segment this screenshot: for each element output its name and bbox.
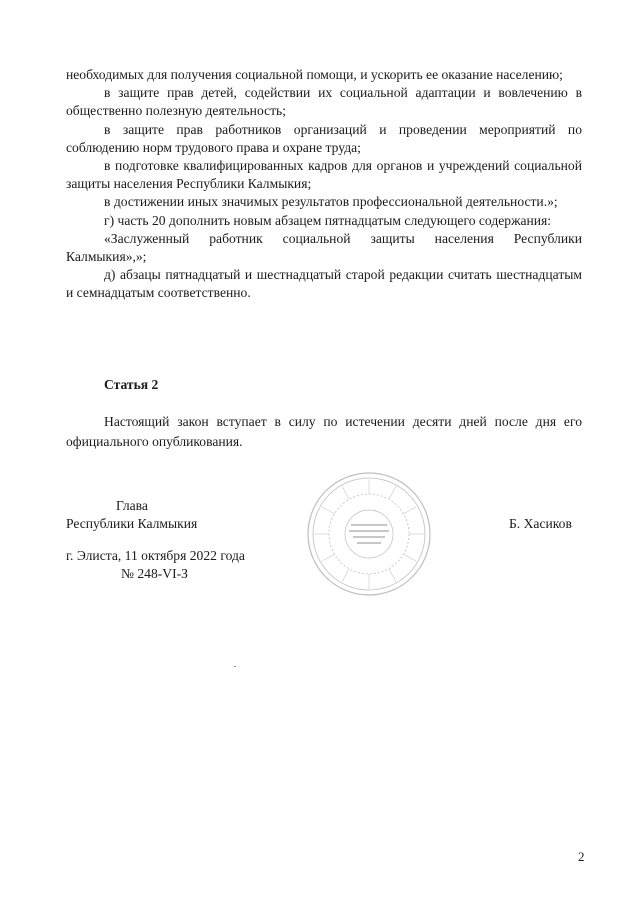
page-number: 2: [578, 849, 585, 864]
paragraph-8: д) абзацы пятнадцатый и шестнадцатый старой редакции считать шестнадцатым и семнадцатым соответственно.: [66, 267, 582, 301]
place-and-date: г. Элиста, 11 октября 2022 года: [66, 548, 245, 563]
law-number: № 248-VI-З: [121, 566, 188, 581]
paragraph-7: «Заслуженный работник социальной защиты населения Республики Калмыкия»,»;: [66, 230, 582, 265]
signatory-title-line2: Республики Калмыкия: [66, 516, 198, 531]
official-seal-icon: [305, 470, 433, 598]
signatory-name: Б. Хасиков: [509, 516, 572, 531]
paragraph-4: в подготовке квалифицированных кадров для органов и учреждений социальной защиты населения Республики Калмыкия;: [66, 158, 582, 192]
paragraph-1: необходимых для получения социальной помощи, и ускорить ее оказание населению;: [66, 67, 563, 82]
scan-speck: [234, 666, 236, 667]
paragraph-3: в защите прав работников организаций и проведении мероприятий по соблюдению норм трудового права и охране труда;: [66, 121, 582, 155]
article-body: [66, 412, 582, 451]
article-heading: Статья 2: [104, 377, 159, 392]
paragraph-5: в достижении иных значимых результатов профессиональной деятельности.»;: [104, 194, 558, 210]
paragraph-2: в защите прав детей, содействии их социальной адаптации и вовлечению в общественно полезную деятельность;: [66, 85, 582, 119]
article-text: Настоящий закон вступает в силу по истечении десяти дней после дня его официального опубликования.: [66, 414, 582, 449]
body-text: [66, 66, 582, 303]
signatory-title-line1: Глава: [116, 498, 148, 513]
paragraph-6: г) часть 20 дополнить новым абзацем пятнадцатым следующего содержания:: [104, 212, 552, 228]
